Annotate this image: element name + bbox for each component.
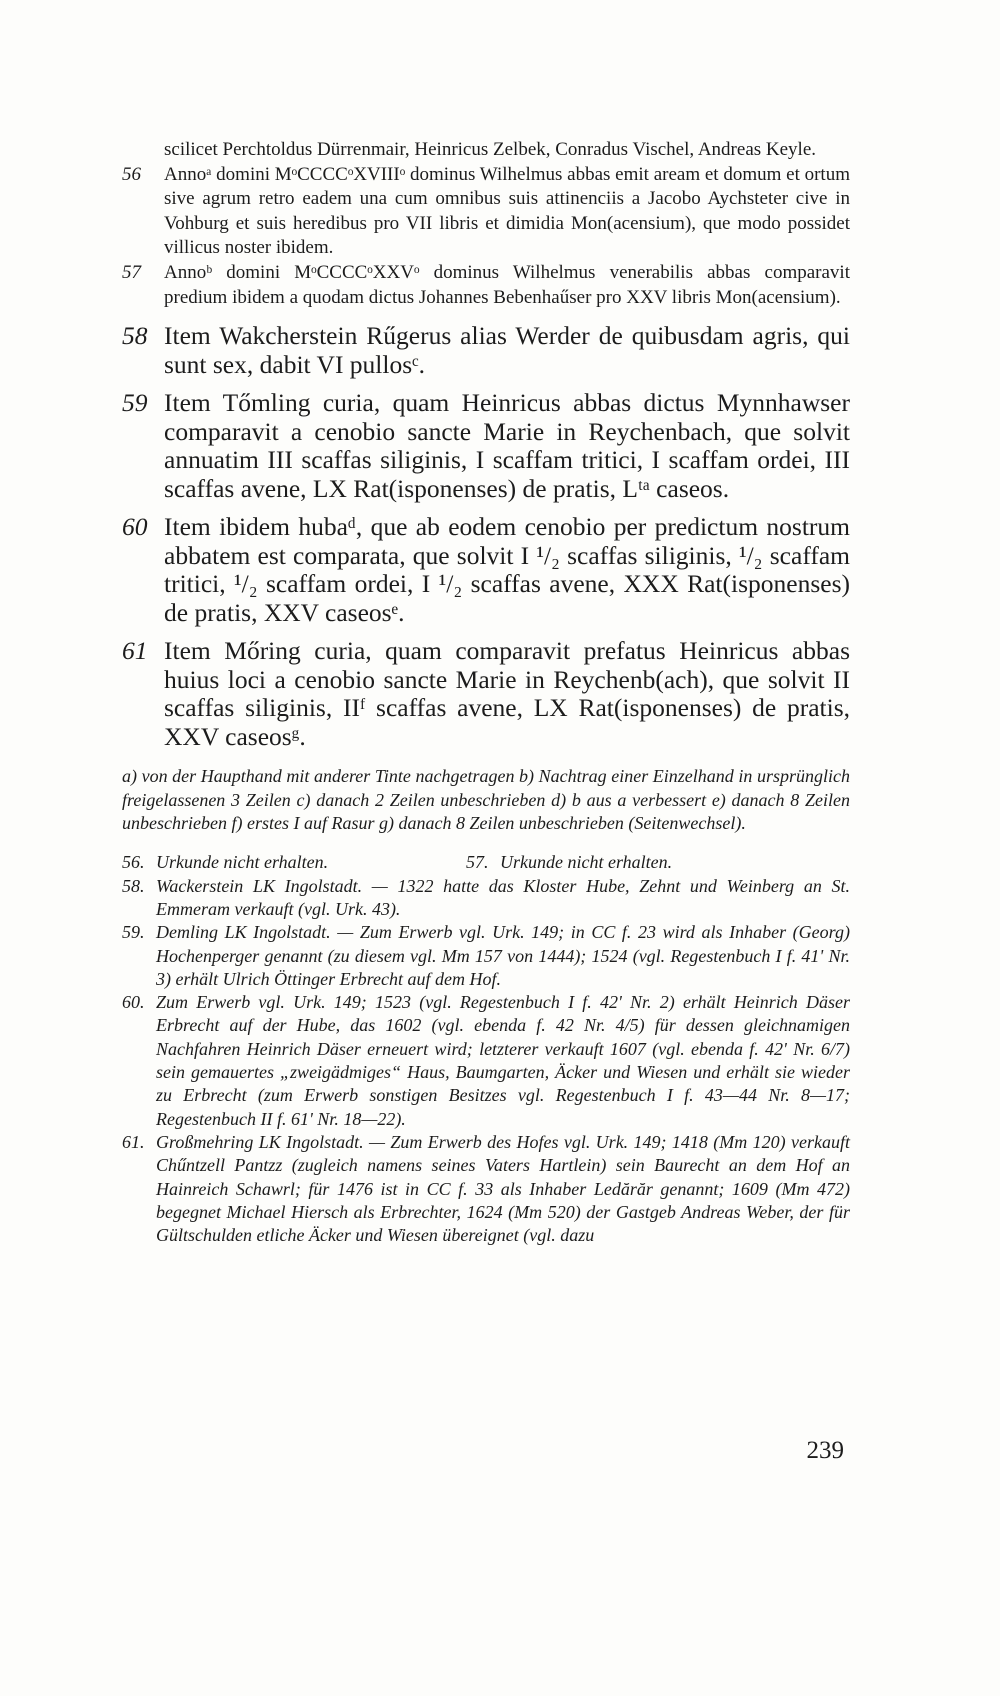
entry-number: 57: [122, 261, 141, 283]
commentary-61: [122, 1131, 850, 1247]
commentary-text: Zum Erwerb vgl. Urk. 149; 1523 (vgl. Regestenbuch I f. 42' Nr. 2) erhält Heinrich Däser Erbrecht auf der Hube, das 1602 (vgl. ebenda f. 42 Nr. 4/5) für dessen gleichnamigen Nachfahren Heinrich Däser erneuert wird; letzterer verkauft 1607 (vgl. ebenda f. 42' Nr. 6/7) sein gemauertes „zweigädmiges“ Haus, Baumgarten, Äcker und Wiesen und erhält sie wieder zu Erbrecht (zum Erwerb sonstigen Besitzes vgl. Regestenbuch I f. 43—44 Nr. 8—17; Regestenbuch II f. 61' Nr. 18—22).: [156, 992, 850, 1129]
entry-61: [122, 637, 850, 751]
commentary-57: [466, 851, 810, 874]
entry-text: Annoᵃ domini MᵒCCCCᵒXVIIIᵒ dominus Wilhelmus abbas emit aream et domum et ortum sive agrum retro eadem una cum omnibus suis attinenciis a Jacobo Aychsteter cive in Vohburg et suis heredibus pro VII libris et dimidia Mon(acensium), que modo possidet villicus noster ibidem.: [164, 163, 850, 259]
entry-number: 61: [122, 636, 148, 666]
entry-56: [122, 163, 850, 261]
commentary-number: 58.: [122, 875, 145, 896]
commentary-number: 60.: [122, 992, 145, 1013]
commentary-56: [122, 851, 466, 874]
entry-text: Annoᵇ domini MᵒCCCCᵒXXVᵒ dominus Wilhelmus venerabilis abbas comparavit predium ibidem a quodam dictus Johannes Bebenhaűser pro XXV libris Mon(acensium).: [164, 261, 850, 308]
entry-number: 56: [122, 163, 141, 185]
commentary-59: [122, 921, 850, 991]
commentary-text: Großmehring LK Ingolstadt. — Zum Erwerb des Hofes vgl. Urk. 149; 1418 (Mm 120) verkauft Chűntzell Pantzz (zugleich namens seines Vaters Hartlein) sein Baurecht an dem Hof an Hainreich Schawrl; für 1476 ist in CC f. 33 als Inhaber Ledărăr genannt; 1609 (Mm 472) begegnet Michael Hiersch als Erbrechter, 1624 (Mm 520) der Gastgeb Andreas Weber, der für Gültschulden etliche Äcker und Wiesen übereignet (vgl. dazu: [156, 1131, 850, 1246]
commentary-text: Urkunde nicht erhalten.: [156, 852, 329, 873]
entry-text: Item Wakcherstein Rűgerus alias Werder de quibusdam agris, qui sunt sex, dabit VI pullosᶜ.: [164, 321, 850, 379]
commentary: [122, 851, 850, 1247]
entry-number: 60: [122, 512, 148, 542]
continued-text: scilicet Perchtoldus Dürrenmair, Heinricus Zelbek, Conradus Vischel, Andreas Keyle.: [164, 139, 817, 160]
commentary-row-56-57: [122, 851, 850, 874]
text-column: [122, 138, 850, 1247]
entry-text: Item ibidem hubaᵈ, que ab eodem cenobio per predictum nostrum abbatem est comparata, que solvit I ¹/₂ scaffas siliginis, ¹/₂ scaffam tritici, ¹/₂ scaffam ordei, I ¹/₂ scaffas avene, XXX Rat(isponenses) de pratis, XXV caseosᵉ.: [164, 512, 850, 627]
entry-number: 58: [122, 321, 148, 351]
textual-notes: a) von der Haupthand mit anderer Tinte nachgetragen b) Nachtrag einer Einzelhand in ursprünglich freigelassenen 3 Zeilen c) danach 2 Zeilen unbeschrieben d) b aus a verbessert e) danach 8 Zeilen unbeschrieben f) erstes I auf Rasur g) danach 8 Zeilen unbeschrieben (Seitenwechsel).: [122, 766, 850, 833]
commentary-number: 59.: [122, 922, 145, 943]
entry-text: Item Mőring curia, quam comparavit prefatus Heinricus abbas huius loci a cenobio sancte Marie in Reychenb(ach), que solvit II scaffas siliginis, IIᶠ scaffas avene, LX Rat(isponenses) de pratis, XXV caseosᵍ.: [164, 636, 850, 751]
entry-59: [122, 389, 850, 503]
page-number: 239: [806, 1437, 844, 1464]
entry-60: [122, 513, 850, 627]
entry-58: [122, 322, 850, 379]
commentary-58: [122, 875, 850, 922]
commentary-number: 61.: [122, 1131, 145, 1152]
commentary-60: [122, 991, 850, 1131]
entry-text: Item Tőmling curia, quam Heinricus abbas dictus Mynnhawser comparavit a cenobio sancte Marie in Reychenbach, que solvit annuatim III scaffas siliginis, I scaffam tritici, I scaffam ordei, III scaffas avene, LX Rat(isponenses) de pratis, Lᵗᵃ caseos.: [164, 388, 850, 503]
commentary-text: Demling LK Ingolstadt. — Zum Erwerb vgl. Urk. 149; in CC f. 23 wird als Inhaber (Georg) Hochenperger genannt (zu diesem vgl. Mm 157 von 1444); 1524 (vgl. Regestenbuch I f. 41' Nr. 3) erhält Ulrich Öttinger Erbrecht auf dem Hof.: [156, 922, 850, 989]
commentary-number: 56.: [122, 852, 145, 873]
entry-57: [122, 261, 850, 310]
commentary-text: Wackerstein LK Ingolstadt. — 1322 hatte das Kloster Hube, Zehnt und Weinberg an St. Emmeram verkauft (vgl. Urk. 43).: [156, 875, 850, 919]
commentary-number: 57.: [466, 852, 489, 873]
commentary-text: Urkunde nicht erhalten.: [500, 852, 673, 873]
entry-number: 59: [122, 388, 148, 418]
